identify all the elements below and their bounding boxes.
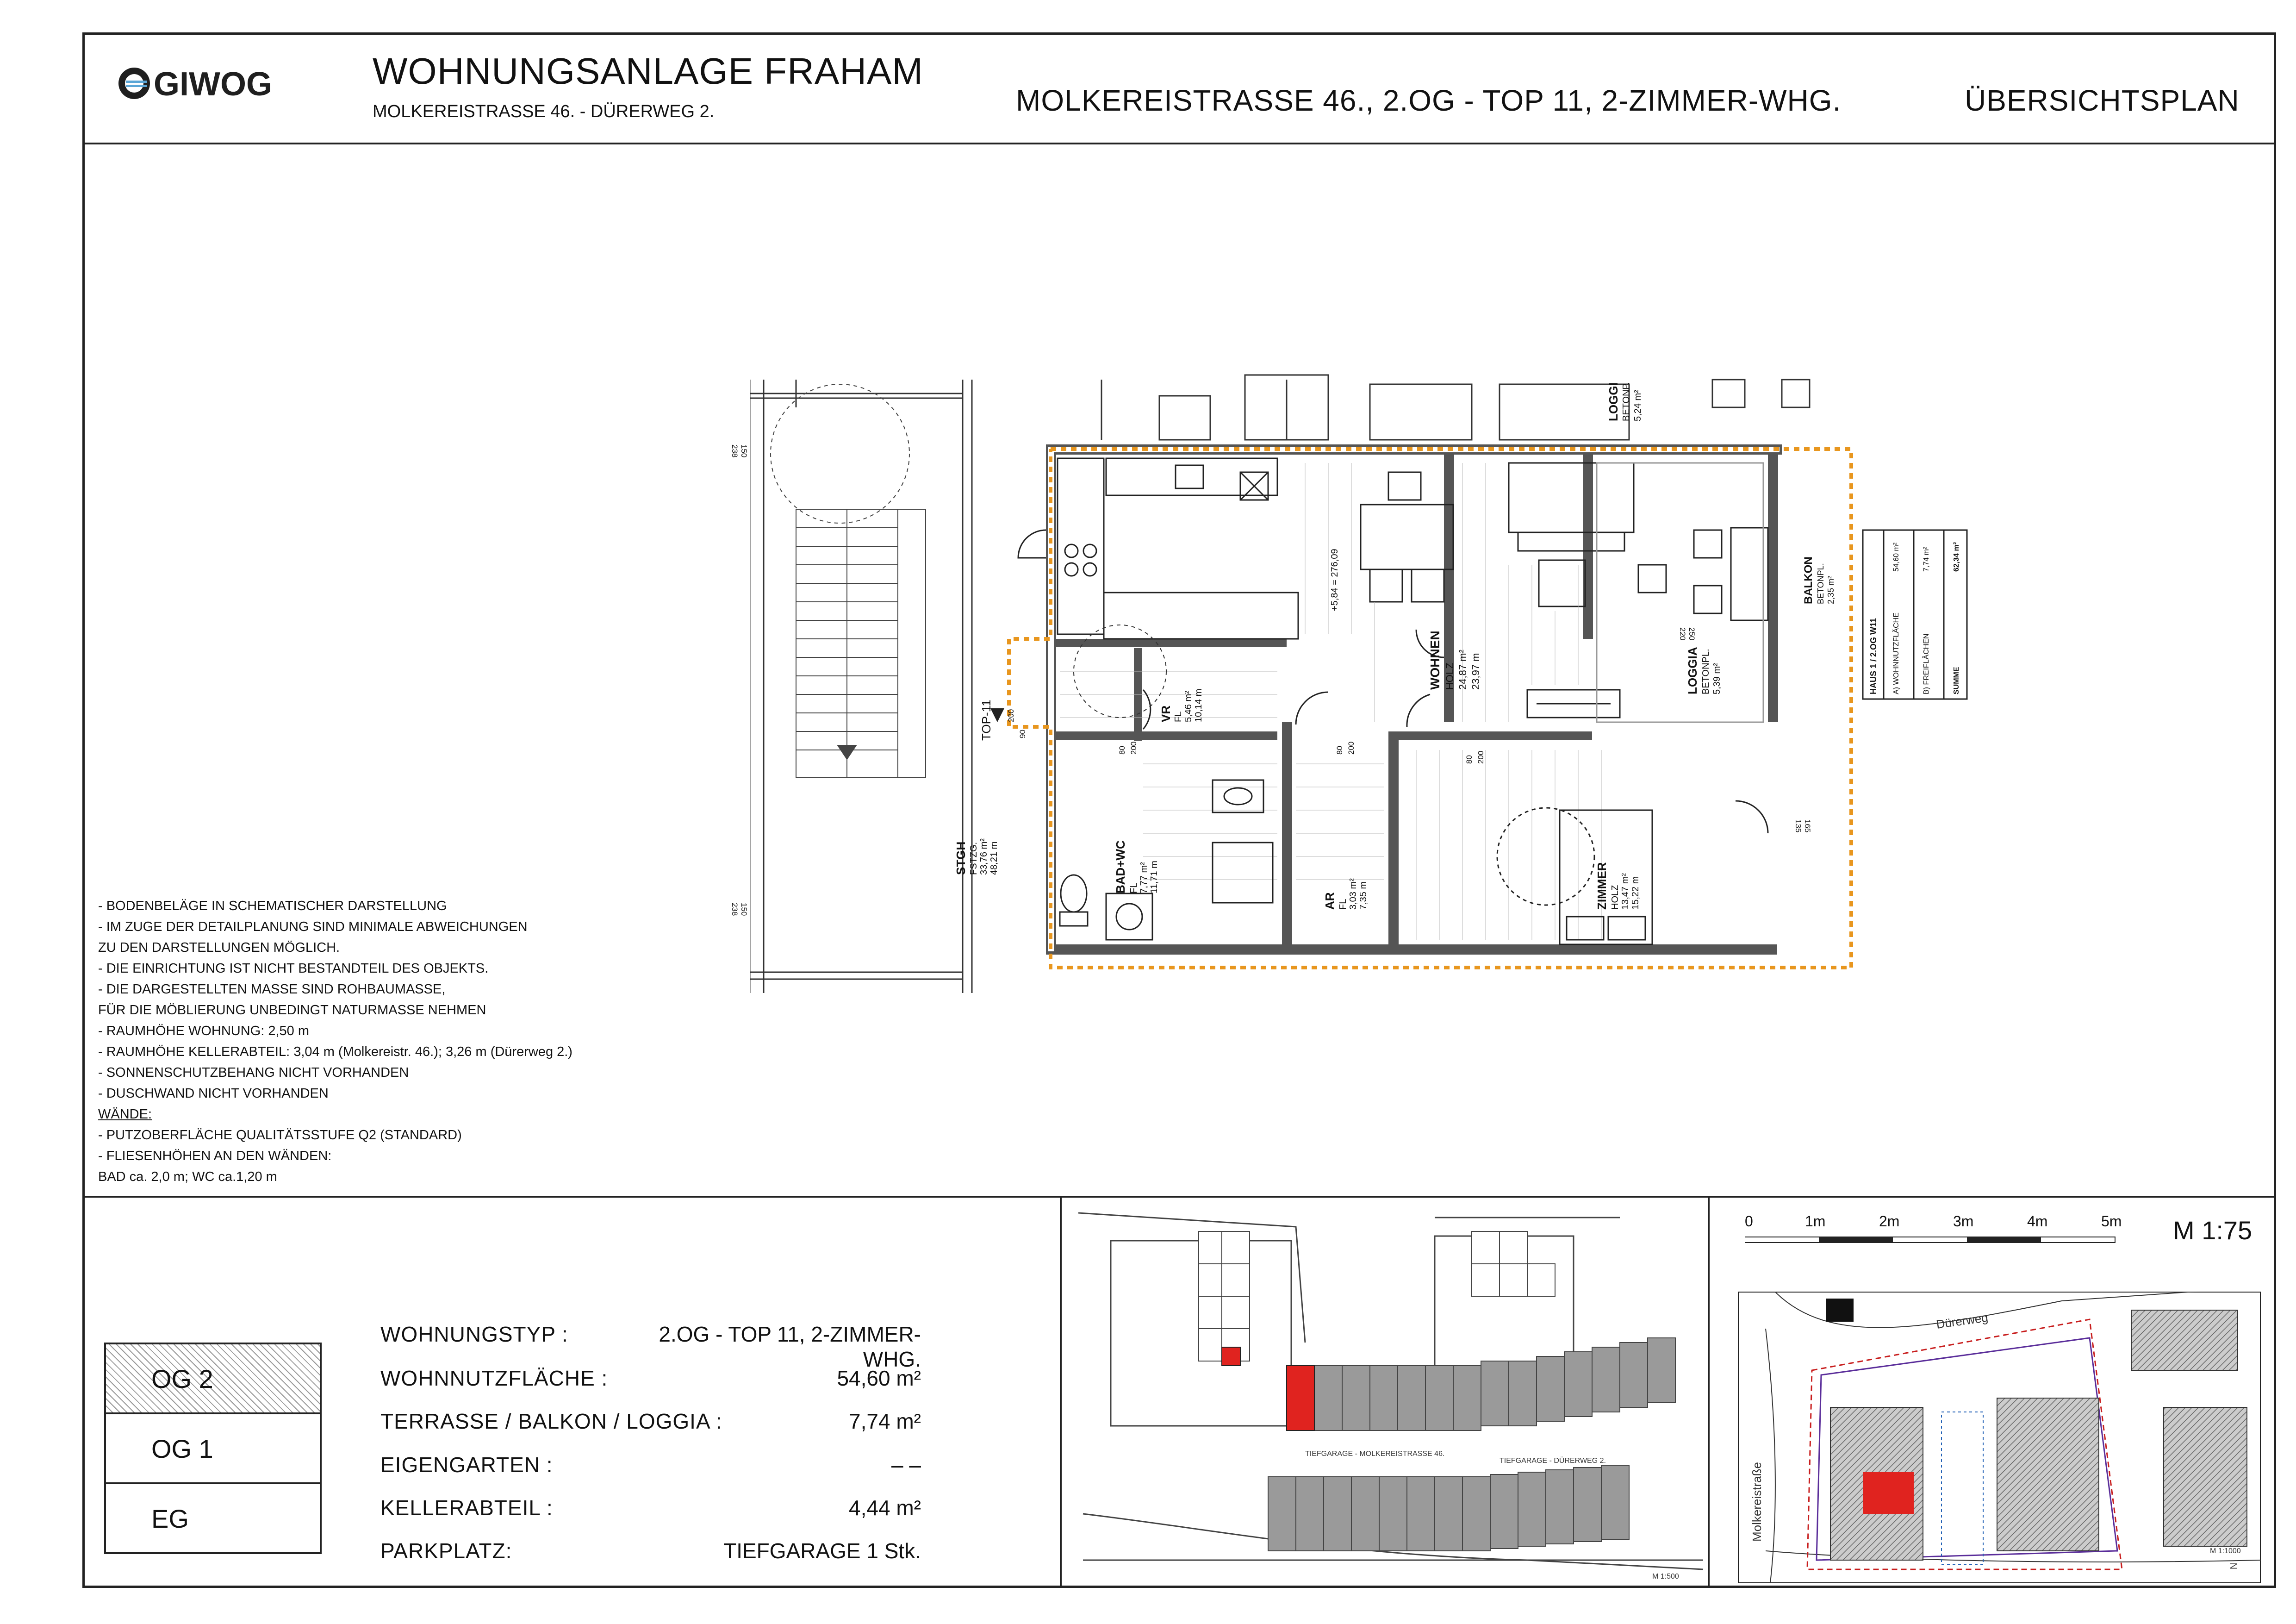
- footer-col-divider-2: [1708, 1196, 1710, 1588]
- label-balkon: BALKON: [1802, 556, 1815, 604]
- label-ar-area: 3,03 m²: [1348, 878, 1358, 910]
- project-title: WOHNUNGSANLAGE FRAHAM: [373, 50, 923, 92]
- note-line: - SONNENSCHUTZBEHANG NICHT VORHANDEN: [98, 1065, 409, 1080]
- garage-scale: M 1:500: [1652, 1573, 1679, 1580]
- label-stgh: STGH: [954, 841, 968, 875]
- dim-label: 200: [1129, 741, 1138, 755]
- summary-row-value: 62,34 m²: [1953, 542, 1960, 572]
- dim-label: 150: [740, 903, 748, 916]
- info-label-balcony: TERRASSE / BALKON / LOGGIA :: [380, 1409, 722, 1433]
- scale-tick-5: 5m: [2101, 1213, 2122, 1230]
- site-scale: M 1:1000: [2210, 1547, 2241, 1555]
- note-line: ZU DEN DARSTELLUNGEN MÖGLICH.: [98, 940, 340, 955]
- label-wohnen: WOHNEN: [1428, 631, 1442, 690]
- note-line: - RAUMHÖHE WOHNUNG: 2,50 m: [98, 1024, 309, 1038]
- note-line: - RAUMHÖHE KELLERABTEIL: 3,04 m (Molkereistr. 46.); 3,26 m (Dürerweg 2.): [98, 1044, 572, 1059]
- note-line: - DUSCHWAND NICHT VORHANDEN: [98, 1086, 329, 1101]
- site-street-1: Dürerweg: [1935, 1310, 1989, 1331]
- note-line: FÜR DIE MÖBLIERUNG UNBEDINGT NATURMASSE NEHMEN: [98, 1003, 486, 1018]
- cellar-highlight: [1222, 1347, 1240, 1366]
- info-value-type: 2.OG - TOP 11, 2-ZIMMER-WHG.: [659, 1322, 921, 1371]
- balcony-furniture: [1597, 463, 1768, 722]
- label-ar: AR: [1323, 892, 1337, 910]
- dim-label: 135: [1794, 819, 1803, 833]
- summary-row-label: A) WOHNNUTZFLÄCHE: [1892, 612, 1900, 694]
- unit-title: MOLKEREISTRASSE 46., 2.OG - TOP 11, 2-ZIMMER-WHG.: [1016, 84, 1842, 117]
- label-zimmer: ZIMMER: [1595, 862, 1609, 910]
- label-stgh-size: 48,21 m: [989, 841, 999, 875]
- floor-og2[interactable]: [104, 1343, 322, 1414]
- left-dim-tags: [722, 444, 750, 931]
- info-label-cellar: KELLERABTEIL :: [380, 1496, 553, 1520]
- dim-label: 238: [730, 903, 739, 916]
- label-loggia-area: 5,39 m²: [1712, 663, 1722, 694]
- label-ar-size: 7,35 m: [1358, 881, 1369, 910]
- note-line: - IM ZUGE DER DETAILPLANUNG SIND MINIMALE ABWEICHUNGEN: [98, 919, 528, 934]
- note-line: WÄNDE:: [98, 1107, 152, 1122]
- summary-row-value: 7,74 m²: [1923, 546, 1930, 572]
- dim-label: 200: [1476, 750, 1485, 764]
- scale-bar: [1745, 1236, 2129, 1245]
- label-wohnen-area: 24,87 m²: [1457, 650, 1468, 690]
- dim-label: 165: [1803, 819, 1812, 833]
- staircase: [771, 384, 926, 778]
- info-value-garden: – –: [891, 1453, 921, 1477]
- note-line: - DIE DARGESTELLTEN MASSE SIND ROHBAUMASSE,: [98, 982, 446, 997]
- scale-tick-0: 0: [1745, 1213, 1753, 1230]
- label-top-11: TOP-11: [979, 700, 993, 741]
- info-label-garden: EIGENGARTEN :: [380, 1453, 553, 1477]
- label-wohnen-size: 23,97 m: [1470, 653, 1481, 690]
- note-line: BAD ca. 2,0 m; WC ca.1,20 m: [98, 1169, 277, 1184]
- label-bad-size: 11,71 m: [1149, 861, 1159, 893]
- dim-label: 200: [1007, 709, 1015, 722]
- label-stgh-area: 33,76 m²: [979, 838, 989, 875]
- floor-eg-label: EG: [151, 1504, 189, 1533]
- dim-label: 150: [740, 444, 748, 458]
- note-line: - BODENBELÄGE IN SCHEMATISCHER DARSTELLUNG: [98, 899, 447, 913]
- scale-tick-1: 1m: [1805, 1213, 1826, 1230]
- dim-label: 80: [1335, 746, 1344, 755]
- scale-tick-3: 3m: [1953, 1213, 1974, 1230]
- label-bad-area: 7,77 m²: [1139, 862, 1149, 893]
- label-vr-area: 5,46 m²: [1183, 691, 1194, 722]
- label-vr: VR: [1159, 705, 1173, 722]
- label-height-note: +5,84 = 276,09: [1330, 549, 1340, 611]
- footer-col-divider-1: [1060, 1196, 1062, 1588]
- kitchen-furniture: [1058, 458, 1298, 639]
- label-stgh-floor: FSTZG.: [969, 842, 979, 875]
- site-street-2: Molkereistraße: [1750, 1462, 1764, 1542]
- summary-row-value: 54,60 m²: [1892, 542, 1900, 572]
- bathroom-fixtures: [1060, 780, 1273, 940]
- summary-row-label: B) FREIFLÄCHEN: [1923, 633, 1930, 694]
- plan-type: ÜBERSICHTSPLAN: [1965, 84, 2240, 117]
- site-highlight: [1863, 1472, 1914, 1514]
- floor-og1[interactable]: [104, 1412, 322, 1484]
- info-label-parking: PARKPLATZ:: [380, 1539, 512, 1563]
- note-line: - FLIESENHÖHEN AN DEN WÄNDEN:: [98, 1149, 332, 1163]
- label-wohnen-floor: HOLZ: [1444, 662, 1456, 690]
- dim-label: 90: [1018, 730, 1027, 738]
- dim-label: 238: [730, 444, 739, 458]
- garage-label-2: TIEFGARAGE - DÜRERWEG 2.: [1500, 1457, 1606, 1465]
- dim-label: 80: [1118, 746, 1126, 755]
- label-loggi-area: 5,24 m²: [1633, 390, 1643, 421]
- floor-og2-label: OG 2: [151, 1364, 213, 1393]
- label-vr-floor: FL: [1173, 711, 1183, 722]
- garage-highlight: [1287, 1366, 1314, 1430]
- floor-og1-label: OG 1: [151, 1434, 213, 1463]
- dim-label: 80: [1465, 755, 1474, 764]
- label-loggi-floor: BETONP.: [1621, 382, 1631, 421]
- label-bad: BAD+WC: [1114, 840, 1127, 893]
- floor-eg[interactable]: [104, 1482, 322, 1554]
- dim-label: 250: [1687, 627, 1696, 641]
- info-label-type: WOHNUNGSTYP :: [380, 1322, 568, 1346]
- label-balkon-area: 2,35 m²: [1826, 575, 1836, 604]
- summary-title: HAUS 1 / 2.OG W11: [1869, 618, 1878, 694]
- label-balkon-floor: BETONPL.: [1816, 563, 1825, 604]
- scale-tick-4: 4m: [2027, 1213, 2048, 1230]
- scale-tick-2: 2m: [1879, 1213, 1900, 1230]
- notes-list: [98, 896, 572, 1187]
- label-zimmer-size: 15,22 m: [1630, 876, 1641, 910]
- label-zimmer-floor: HOLZ: [1610, 885, 1620, 910]
- note-line: - PUTZOBERFLÄCHE QUALITÄTSSTUFE Q2 (STANDARD): [98, 1128, 462, 1143]
- dim-label: 200: [1347, 741, 1356, 755]
- info-value-area: 54,60 m²: [837, 1366, 921, 1390]
- info-label-area: WOHNNUTZFLÄCHE :: [380, 1366, 608, 1390]
- site-plan: [1738, 1292, 2261, 1583]
- north-label: N: [2229, 1562, 2239, 1569]
- label-loggia: LOGGIA: [1686, 647, 1699, 694]
- footer-divider: [82, 1196, 2276, 1198]
- label-ar-floor: FL: [1338, 899, 1348, 910]
- floor-plan: [750, 370, 2046, 1009]
- dim-label: 220: [1678, 627, 1687, 641]
- info-value-cellar: 4,44 m²: [849, 1496, 921, 1520]
- giwog-logo: [116, 65, 338, 102]
- project-address: MOLKEREISTRASSE 46. - DÜRERWEG 2.: [373, 102, 715, 121]
- summary-row-label: SUMME: [1953, 667, 1960, 694]
- note-line: - DIE EINRICHTUNG IST NICHT BESTANDTEIL DES OBJEKTS.: [98, 961, 489, 976]
- drawing-scale: M 1:75: [2173, 1216, 2252, 1245]
- label-bad-floor: FL: [1129, 882, 1139, 893]
- logo-text: GIWOG: [154, 66, 272, 102]
- label-loggi: LOGGI: [1606, 382, 1620, 421]
- label-loggia-floor: BETONPL.: [1701, 649, 1711, 694]
- header-divider: [82, 143, 2276, 144]
- label-vr-size: 10,14 m: [1194, 688, 1204, 722]
- info-value-parking: TIEFGARAGE 1 Stk.: [723, 1539, 921, 1563]
- area-summary-box: [1860, 528, 1972, 704]
- garage-plan: [1064, 1204, 1705, 1588]
- label-zimmer-area: 13,47 m²: [1620, 873, 1630, 910]
- garage-label-1: TIEFGARAGE - MOLKEREISTRASSE 46.: [1305, 1450, 1445, 1458]
- info-value-balcony: 7,74 m²: [849, 1409, 921, 1433]
